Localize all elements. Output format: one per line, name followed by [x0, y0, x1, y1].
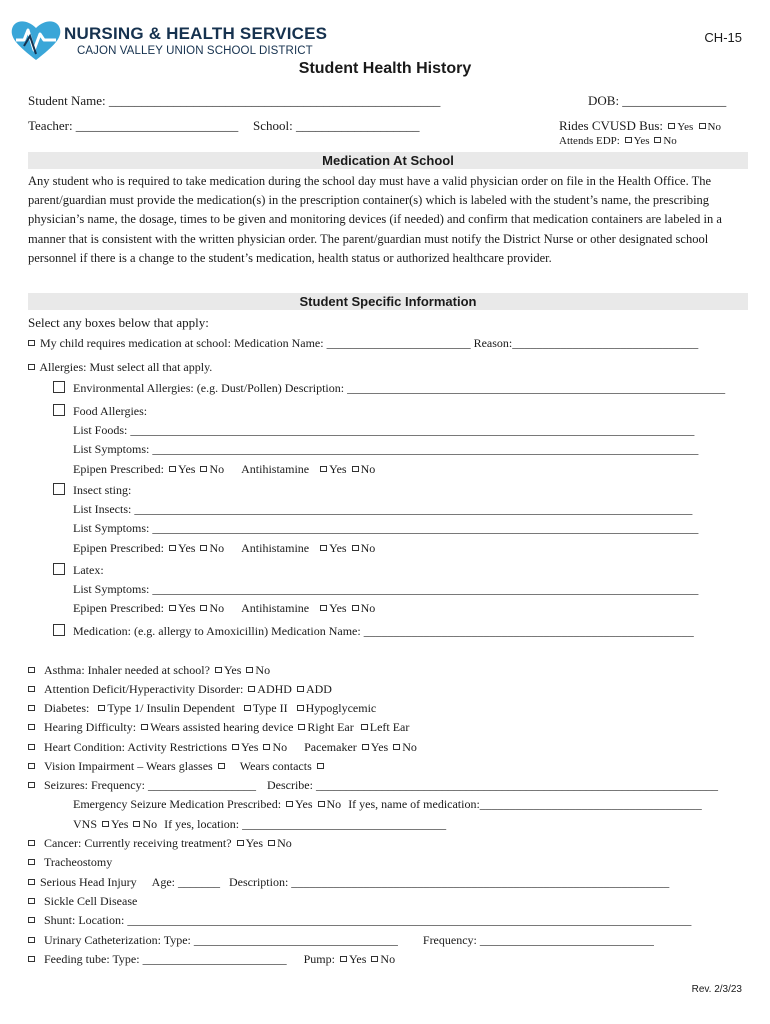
insect-antihistamine-label: Antihistamine — [241, 541, 310, 555]
yes-label: Yes — [295, 797, 313, 811]
edp-label: Attends EDP: — [559, 135, 620, 147]
asthma-yes-radio[interactable] — [215, 667, 222, 673]
emergency-seizure-no-radio[interactable] — [318, 801, 325, 807]
pump-no-radio[interactable] — [371, 956, 378, 962]
yes-label: Yes — [177, 462, 196, 476]
food-allergy-label: Food Allergies: — [73, 404, 148, 418]
feeding-radio[interactable] — [28, 956, 35, 962]
no-label: No — [326, 797, 342, 811]
hearing-aid-radio[interactable] — [141, 724, 148, 730]
yes-label: Yes — [245, 836, 264, 850]
vns-no-radio[interactable] — [133, 821, 140, 827]
env-allergy-checkbox[interactable] — [53, 381, 65, 393]
sickle-radio[interactable] — [28, 898, 35, 904]
insect-symptoms-field[interactable]: List Symptoms: ___________________________________________________________________________________________ — [73, 521, 699, 535]
no-label: No — [277, 836, 292, 850]
hearing-radio[interactable] — [28, 724, 35, 730]
sickle-row — [26, 894, 137, 909]
allergies-radio[interactable] — [28, 364, 35, 370]
no-label: No — [209, 462, 225, 476]
org-name: NURSING & HEALTH SERVICES — [64, 24, 328, 43]
type1-label: Type 1/ Insulin Dependent — [107, 701, 235, 715]
adhd-radio[interactable] — [248, 686, 255, 692]
glasses-radio[interactable] — [218, 763, 225, 769]
no-label: No — [209, 601, 225, 615]
asthma-row — [26, 663, 270, 678]
form-code: CH-15 — [704, 30, 742, 45]
urinary-type-field[interactable]: Urinary Catheterization: Type: __________________________________ — [44, 933, 398, 947]
pacemaker-label: Pacemaker — [304, 740, 357, 754]
heart-logo-icon — [10, 18, 62, 62]
no-label: No — [142, 817, 158, 831]
cancer-row — [26, 836, 292, 851]
left-ear-label: Left Ear — [369, 720, 410, 734]
feeding-row — [26, 952, 395, 967]
type1-radio[interactable] — [98, 705, 105, 711]
latex-antihistamine-yes-radio[interactable] — [320, 605, 327, 611]
feeding-type-field[interactable]: Feeding tube: Type: ________________________ — [44, 952, 287, 966]
head-injury-radio[interactable] — [28, 879, 35, 885]
bus-label: Rides CVUSD Bus: — [559, 118, 664, 133]
yes-label: Yes — [329, 601, 347, 615]
heart-radio[interactable] — [28, 744, 35, 750]
insect-epipen-label: Epipen Prescribed: — [73, 541, 164, 555]
food-antihistamine-yes-radio[interactable] — [320, 466, 327, 472]
latex-label: Latex: — [73, 563, 104, 577]
latex-antihistamine-label: Antihistamine — [241, 601, 310, 615]
asthma-radio[interactable] — [28, 667, 35, 673]
dob-field[interactable]: DOB: ________________ — [588, 93, 727, 108]
vns-location-field[interactable]: If yes, location: __________________________________ — [164, 817, 447, 831]
pump-label: Pump: — [303, 952, 335, 966]
med-allergy-checkbox[interactable] — [53, 624, 65, 636]
medication-radio[interactable] — [28, 340, 35, 346]
latex-checkbox[interactable] — [53, 563, 65, 575]
food-antihistamine-label: Antihistamine — [241, 462, 310, 476]
food-list-field[interactable]: List Foods: ______________________________________________________________________________________________ — [73, 423, 695, 437]
adhd-condition-label: Attention Deficit/Hyperactivity Disorder: — [44, 682, 244, 696]
type2-radio[interactable] — [244, 705, 251, 711]
seizure-frequency-field[interactable]: Seizures: Frequency: __________________ — [44, 778, 256, 792]
heart-yes-radio[interactable] — [232, 744, 239, 750]
edp-no-label: No — [663, 135, 677, 147]
shunt-row — [26, 913, 691, 928]
head-injury-label: Serious Head Injury — [40, 875, 137, 889]
diabetes-row — [26, 701, 376, 716]
bus-yes-radio[interactable] — [668, 123, 675, 129]
vision-radio[interactable] — [28, 763, 35, 769]
select-prompt: Select any boxes below that apply: — [28, 315, 209, 330]
latex-epipen-label: Epipen Prescribed: — [73, 601, 164, 615]
diabetes-label: Diabetes: — [44, 701, 90, 715]
insect-label: Insect sting: — [73, 483, 132, 497]
insect-epipen-row — [73, 541, 375, 556]
hearing-row — [26, 720, 409, 735]
head-injury-row — [26, 875, 669, 890]
medication-policy-paragraph: Any student who is required to take medication during the school day must have a valid physician order on file in the Health Office. The parent/guardian must provide the medication(s) in the prescription container(s) which is labeled with the student’s name, the prescribing physician’s name, the dosage, times to be given and monitoring devices (if needed) and confirm that medication containers are labeled in a manner that is consistent with the written physician order. The parent/guardian must notify the District Nurse or other designated school personnel if there is a change to the student’s medication, health status or authorized healthcare provider. — [28, 174, 722, 265]
yes-label: Yes — [370, 740, 389, 754]
head-injury-age-field[interactable]: Age: _______ — [151, 875, 220, 889]
trach-label: Tracheostomy — [44, 855, 113, 869]
teacher-field[interactable]: Teacher: _________________________ — [28, 118, 239, 133]
emergency-seizure-row — [73, 797, 702, 812]
medication-row — [26, 336, 698, 351]
yes-label: Yes — [329, 462, 347, 476]
no-label: No — [360, 462, 376, 476]
adhd-condition-radio[interactable] — [28, 686, 35, 692]
yes-label: Yes — [111, 817, 129, 831]
urinary-frequency-field[interactable]: Frequency: _____________________________ — [422, 933, 654, 947]
student-name-field[interactable]: Student Name: ___________________________________________________ — [28, 93, 441, 108]
vision-row — [26, 759, 326, 774]
edp-question — [559, 135, 677, 147]
seizure-describe-field[interactable]: Describe: ___________________________________________________________________ — [266, 778, 718, 792]
hypoglycemic-radio[interactable] — [297, 705, 304, 711]
food-symptoms-field[interactable]: List Symptoms: ___________________________________________________________________________________________ — [73, 442, 699, 456]
add-radio[interactable] — [297, 686, 304, 692]
allergies-row — [26, 360, 212, 375]
cancer-yes-radio[interactable] — [237, 840, 244, 846]
heart-row — [26, 740, 417, 755]
emergency-seizure-label: Emergency Seizure Medication Prescribed: — [73, 797, 282, 811]
heart-label: Heart Condition: Activity Restrictions — [44, 740, 227, 754]
food-epipen-no-radio[interactable] — [200, 466, 207, 472]
district-name: CAJON VALLEY UNION SCHOOL DISTRICT — [77, 45, 313, 57]
school-field[interactable]: School: ___________________ — [253, 118, 420, 133]
yes-label: Yes — [348, 952, 367, 966]
cancer-label: Cancer: Currently receiving treatment? — [44, 836, 232, 850]
adhd-row — [26, 682, 332, 697]
no-label: No — [272, 740, 288, 754]
bus-no-radio[interactable] — [699, 123, 706, 129]
allergies-label: Allergies: Must select all that apply. — [39, 360, 213, 374]
sickle-label: Sickle Cell Disease — [44, 894, 138, 908]
insect-epipen-yes-radio[interactable] — [169, 545, 176, 551]
shunt-location-field[interactable]: Shunt: Location: ______________________________________________________________________________________________ — [44, 913, 692, 927]
right-ear-label: Right Ear — [307, 720, 354, 734]
latex-symptoms-field[interactable]: List Symptoms: ___________________________________________________________________________________________ — [73, 582, 699, 596]
heart-no-radio[interactable] — [263, 744, 270, 750]
edp-yes-label: Yes — [633, 135, 650, 147]
food-epipen-yes-radio[interactable] — [169, 466, 176, 472]
hypoglycemic-label: Hypoglycemic — [305, 701, 377, 715]
trach-row — [26, 855, 112, 870]
contacts-label: Wears contacts — [239, 759, 312, 773]
trach-radio[interactable] — [28, 859, 35, 865]
pump-yes-radio[interactable] — [340, 956, 347, 962]
yes-label: Yes — [329, 541, 347, 555]
revision-date: Rev. 2/3/23 — [691, 984, 742, 995]
med-allergy-line[interactable]: Medication: (e.g. allergy to Amoxicillin) Medication Name: _______________________________________________________ — [73, 624, 694, 638]
no-label: No — [380, 952, 396, 966]
hearing-label: Hearing Difficulty: — [44, 720, 137, 734]
food-antihistamine-no-radio[interactable] — [352, 466, 359, 472]
medication-line[interactable]: My child requires medication at school: Medication Name: ________________________ Reason:_______________________________ — [40, 336, 699, 350]
insect-epipen-no-radio[interactable] — [200, 545, 207, 551]
food-epipen-row — [73, 462, 375, 477]
yes-label: Yes — [177, 601, 196, 615]
shunt-radio[interactable] — [28, 917, 35, 923]
edp-yes-radio[interactable] — [625, 137, 632, 143]
vns-row — [73, 817, 446, 832]
type2-label: Type II — [252, 701, 288, 715]
asthma-label: Asthma: Inhaler needed at school? — [44, 663, 210, 677]
pacemaker-no-radio[interactable] — [393, 744, 400, 750]
cancer-radio[interactable] — [28, 840, 35, 846]
hearing-aid-label: Wears assisted hearing device — [150, 720, 294, 734]
add-label: ADD — [305, 682, 332, 696]
vns-label: VNS — [73, 817, 98, 831]
food-epipen-label: Epipen Prescribed: — [73, 462, 164, 476]
asthma-no-radio[interactable] — [246, 667, 253, 673]
insect-checkbox[interactable] — [53, 483, 65, 495]
cancer-no-radio[interactable] — [268, 840, 275, 846]
urinary-row — [26, 933, 654, 948]
medication-section-heading: Medication At School — [28, 152, 748, 169]
urinary-radio[interactable] — [28, 937, 35, 943]
emergency-seizure-yes-radio[interactable] — [286, 801, 293, 807]
insect-list-field[interactable]: List Insects: _____________________________________________________________________________________________ — [73, 502, 693, 516]
adhd-label: ADHD — [257, 682, 292, 696]
env-allergy-line[interactable]: Environmental Allergies: (e.g. Dust/Pollen) Description: _______________________________________________________________ — [73, 381, 726, 395]
vision-label: Vision Impairment – Wears glasses — [44, 759, 213, 773]
yes-label: Yes — [177, 541, 196, 555]
diabetes-radio[interactable] — [28, 705, 35, 711]
left-ear-radio[interactable] — [361, 724, 368, 730]
no-label: No — [360, 541, 376, 555]
latex-epipen-row — [73, 601, 375, 616]
latex-epipen-yes-radio[interactable] — [169, 605, 176, 611]
pacemaker-yes-radio[interactable] — [362, 744, 369, 750]
no-label: No — [360, 601, 376, 615]
right-ear-radio[interactable] — [298, 724, 305, 730]
latex-antihistamine-no-radio[interactable] — [352, 605, 359, 611]
insect-antihistamine-yes-radio[interactable] — [320, 545, 327, 551]
yes-label: Yes — [223, 663, 242, 677]
latex-epipen-no-radio[interactable] — [200, 605, 207, 611]
contacts-radio[interactable] — [317, 763, 324, 769]
page-title: Student Health History — [298, 60, 472, 77]
seizure-med-name-field[interactable]: If yes, name of medication:_____________________________________ — [348, 797, 702, 811]
edp-no-radio[interactable] — [654, 137, 661, 143]
no-label: No — [209, 541, 225, 555]
seizures-row — [26, 778, 718, 793]
bus-yes-label: Yes — [677, 121, 694, 133]
bus-question — [559, 118, 721, 134]
bus-no-label: No — [707, 121, 721, 133]
food-allergy-checkbox[interactable] — [53, 404, 65, 416]
head-injury-description-field[interactable]: Description: _______________________________________________________________ — [228, 875, 670, 889]
seizures-radio[interactable] — [28, 782, 35, 788]
vns-yes-radio[interactable] — [102, 821, 109, 827]
yes-label: Yes — [240, 740, 259, 754]
insect-antihistamine-no-radio[interactable] — [352, 545, 359, 551]
no-label: No — [402, 740, 417, 754]
no-label: No — [255, 663, 271, 677]
specific-section-heading: Student Specific Information — [28, 293, 748, 310]
